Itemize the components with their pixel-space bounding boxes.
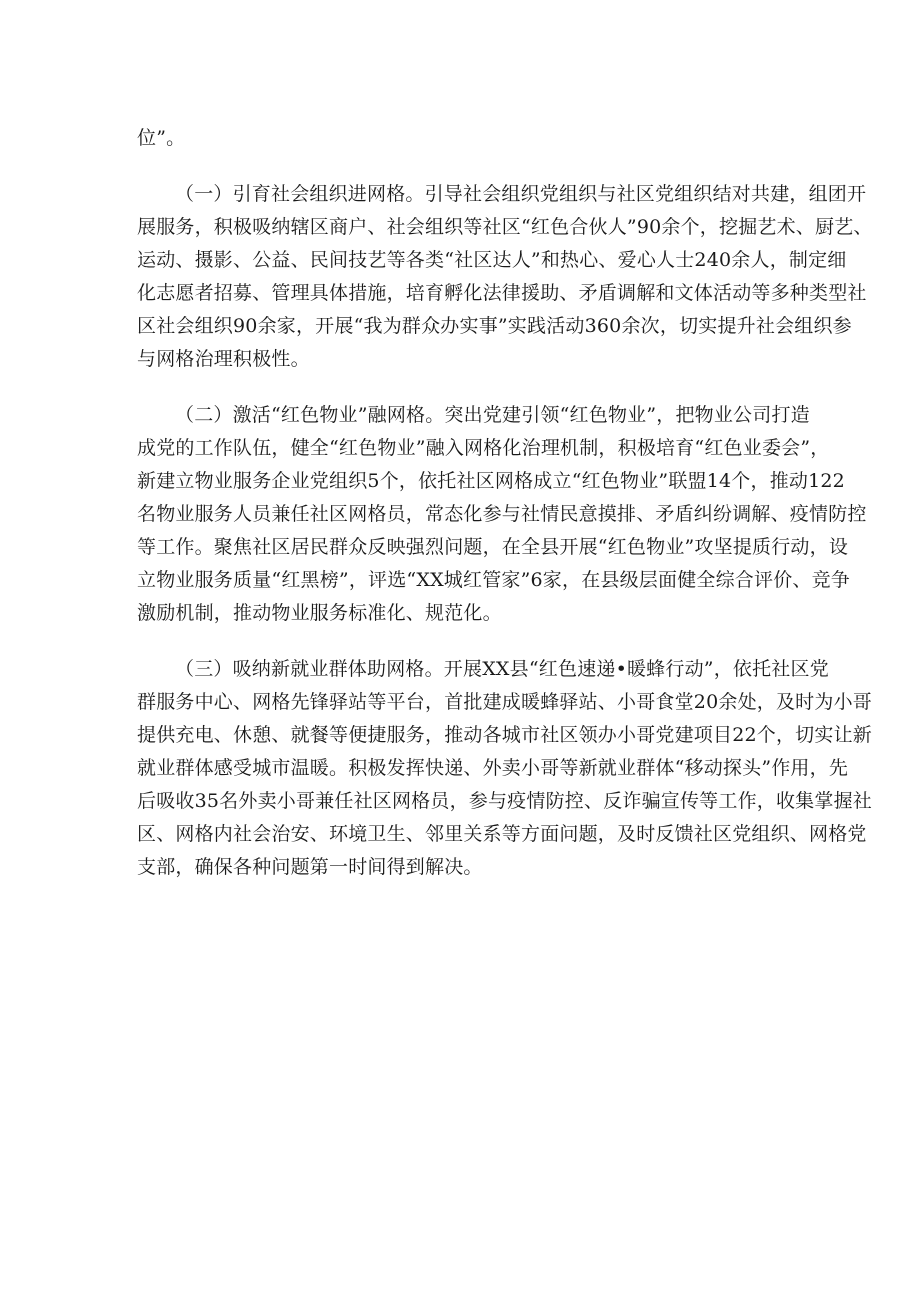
paragraph-spacing	[137, 155, 797, 178]
text-line: 就业群体感受城市温暖。积极发挥快递、外卖小哥等新就业群体“移动探头”作用，先	[137, 757, 849, 779]
text-line: 展服务，积极吸纳辖区商户、社会组织等社区“红色合伙人”90余个，挖掘艺术、厨艺、	[137, 216, 873, 238]
text-line: 化志愿者招募、管理具体措施，培育孵化法律援助、矛盾调解和文体活动等多种类型社	[137, 282, 867, 304]
paragraph-3	[137, 653, 872, 884]
text-line: 运动、摄影、公益、民间技艺等各类“社区达人”和热心、爱心人士240余人，制定细	[137, 249, 847, 271]
text-line: 提供充电、休憩、就餐等便捷服务，推动各城市社区领办小哥党建项目22个，切实让新	[137, 724, 872, 746]
paragraph-1	[137, 178, 873, 376]
text-line: 立物业服务质量“红黑榜”，评选“XX城红管家”6家，在县级层面健全综合评价、竞争	[137, 569, 850, 591]
paragraph-spacing	[137, 376, 797, 399]
text-line: 后吸收35名外卖小哥兼任社区网格员，参与疫情防控、反诈骗宣传等工作，收集掌握社	[137, 790, 872, 812]
text-line: 激励机制，推动物业服务标准化、规范化。	[137, 602, 502, 624]
text-line: 支部，确保各种问题第一时间得到解决。	[137, 856, 483, 878]
text-line: （三）吸纳新就业群体助网格。开展XX县“红色速递•暖蜂行动”，依托社区党	[175, 658, 829, 680]
text-line: 区、网格内社会治安、环境卫生、邻里关系等方面问题，及时反馈社区党组织、网格党	[137, 823, 867, 845]
text-line: 新建立物业服务企业党组织5个，依托社区网格成立“红色物业”联盟14个，推动122	[137, 470, 845, 492]
carryover-paragraph	[137, 122, 797, 155]
text-line: 成党的工作队伍，健全“红色物业”融入网格化治理机制，积极培育“红色业委会”，	[137, 437, 830, 459]
text-line: 位”。	[137, 127, 186, 149]
text-line: 群服务中心、网格先锋驿站等平台，首批建成暖蜂驿站、小哥食堂20余处，及时为小哥	[137, 691, 872, 713]
text-line: 等工作。聚焦社区居民群众反映强烈问题，在全县开展“红色物业”攻坚提质行动，设	[137, 536, 849, 558]
paragraph-spacing	[137, 630, 797, 653]
text-line: （一）引育社会组织进网格。引导社会组织党组织与社区党组织结对共建，组团开	[175, 183, 867, 205]
paragraph-2	[137, 399, 867, 630]
body-text	[137, 122, 873, 884]
text-line: （二）激活“红色物业”融网格。突出党建引领“红色物业”，把物业公司打造	[175, 404, 810, 426]
text-line: 名物业服务人员兼任社区网格员，常态化参与社情民意摸排、矛盾纠纷调解、疫情防控	[137, 503, 867, 525]
text-line: 与网格治理积极性。	[137, 348, 310, 370]
text-line: 区社会组织90余家，开展“我为群众办实事”实践活动360余次，切实提升社会组织参	[137, 315, 852, 337]
